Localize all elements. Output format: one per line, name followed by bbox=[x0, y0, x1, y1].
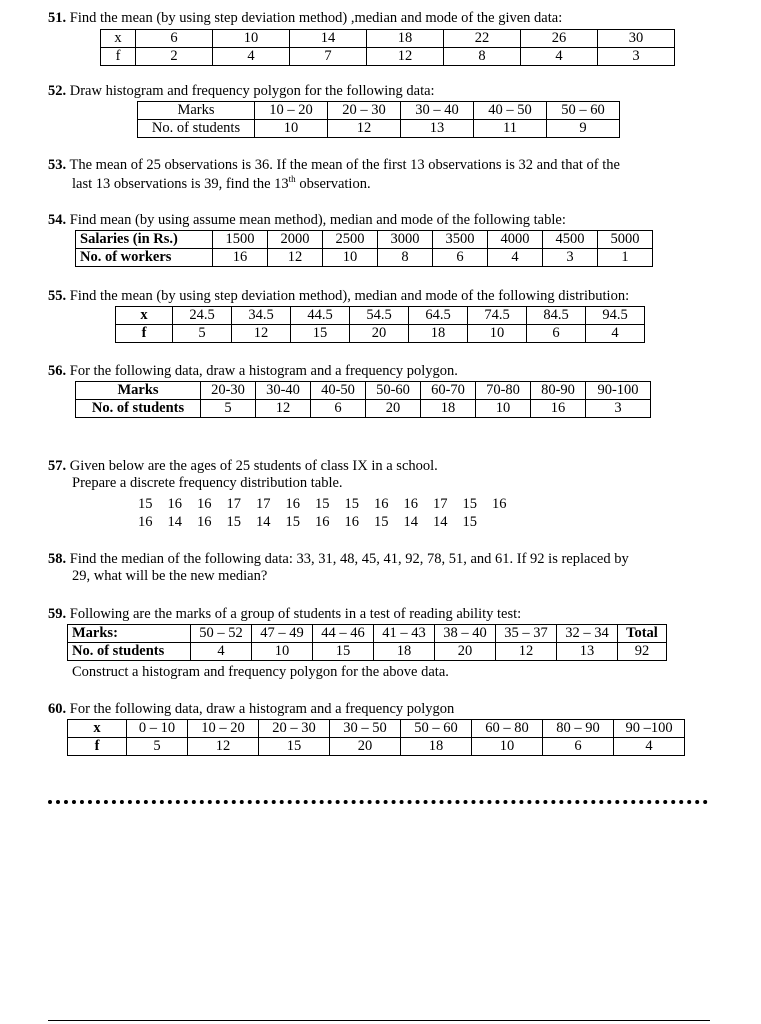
table-cell: 54.5 bbox=[350, 307, 409, 325]
table-cell: Marks bbox=[138, 102, 255, 120]
table-q52 bbox=[137, 101, 620, 138]
age-value: 16 bbox=[138, 514, 153, 530]
question-number: 53. bbox=[48, 157, 67, 173]
question-number: 56. bbox=[48, 363, 67, 379]
table-cell: 2000 bbox=[268, 231, 323, 249]
table-header-cell: Marks: bbox=[68, 625, 191, 643]
question-number: 60. bbox=[48, 701, 67, 717]
table-cell: 60-70 bbox=[421, 382, 476, 400]
table-cell: 12 bbox=[256, 400, 311, 418]
table-row bbox=[138, 102, 620, 120]
footer-rule bbox=[48, 1020, 710, 1021]
question-number: 54. bbox=[48, 212, 67, 228]
table-cell: 84.5 bbox=[527, 307, 586, 325]
question-text: Draw histogram and frequency polygon for the following data: bbox=[69, 83, 435, 99]
table-cell: 4 bbox=[586, 325, 645, 343]
age-value: 14 bbox=[167, 514, 182, 530]
question-text: For the following data, draw a histogram and a frequency polygon. bbox=[69, 363, 458, 379]
table-cell: x bbox=[101, 30, 136, 48]
table-cell: 3000 bbox=[378, 231, 433, 249]
question-text: Find the mean (by using step deviation method) ,median and mode of the given data: bbox=[69, 10, 563, 26]
table-header-cell: x bbox=[116, 307, 173, 325]
question-text: Prepare a discrete frequency distribution table. bbox=[72, 475, 343, 492]
question-number: 57. bbox=[48, 458, 67, 474]
table-cell: 10 bbox=[255, 120, 328, 138]
table-q60 bbox=[67, 719, 685, 756]
table-cell: 10 bbox=[213, 30, 290, 48]
dotted-separator bbox=[48, 800, 708, 804]
table-cell: 30 – 50 bbox=[330, 720, 401, 738]
table-cell: 20 – 30 bbox=[328, 102, 401, 120]
table-row bbox=[138, 120, 620, 138]
table-cell: 64.5 bbox=[409, 307, 468, 325]
table-row bbox=[76, 249, 653, 267]
table-header-cell: Total bbox=[618, 625, 667, 643]
table-cell: 6 bbox=[433, 249, 488, 267]
age-value: 15 bbox=[285, 514, 300, 530]
table-cell: 60 – 80 bbox=[472, 720, 543, 738]
table-cell: 10 bbox=[252, 643, 313, 661]
table-header-cell: f bbox=[68, 738, 127, 756]
table-row bbox=[101, 48, 675, 66]
table-cell: 4 bbox=[488, 249, 543, 267]
question-52 bbox=[48, 83, 711, 100]
table-cell: 20-30 bbox=[201, 382, 256, 400]
table-cell: 5 bbox=[127, 738, 188, 756]
table-q59 bbox=[67, 624, 667, 661]
table-cell: 6 bbox=[311, 400, 366, 418]
superscript: th bbox=[288, 174, 296, 185]
age-value: 16 bbox=[197, 514, 212, 530]
table-cell: 2 bbox=[136, 48, 213, 66]
table-row bbox=[68, 625, 667, 643]
question-text: observation. bbox=[295, 176, 371, 193]
table-cell: 20 bbox=[435, 643, 496, 661]
table-cell: 20 bbox=[330, 738, 401, 756]
table-cell: 30-40 bbox=[256, 382, 311, 400]
age-value: 16 bbox=[315, 514, 330, 530]
table-cell: 12 bbox=[268, 249, 323, 267]
question-text: Find mean (by using assume mean method), median and mode of the following table: bbox=[69, 212, 566, 228]
table-cell: 10 – 20 bbox=[188, 720, 259, 738]
table-cell: 94.5 bbox=[586, 307, 645, 325]
question-text: Find the mean (by using step deviation method), median and mode of the following distribution: bbox=[69, 288, 630, 304]
age-value: 16 bbox=[197, 496, 212, 512]
question-number: 51. bbox=[48, 10, 67, 26]
table-cell: 20 – 30 bbox=[259, 720, 330, 738]
age-value: 15 bbox=[344, 496, 359, 512]
table-cell: No. of students bbox=[138, 120, 255, 138]
table-cell: 14 bbox=[290, 30, 367, 48]
question-text: 29, what will be the new median? bbox=[72, 568, 268, 585]
table-cell: 40 – 50 bbox=[474, 102, 547, 120]
question-number: 58. bbox=[48, 551, 67, 567]
table-row bbox=[68, 738, 685, 756]
table-cell: 1 bbox=[598, 249, 653, 267]
age-sequence-row-2 bbox=[138, 514, 492, 531]
question-number: 59. bbox=[48, 606, 67, 622]
table-row bbox=[76, 231, 653, 249]
table-cell: 22 bbox=[444, 30, 521, 48]
table-cell: 3 bbox=[598, 48, 675, 66]
table-cell: 15 bbox=[291, 325, 350, 343]
table-cell: 92 bbox=[618, 643, 667, 661]
table-cell: 6 bbox=[543, 738, 614, 756]
table-cell: 12 bbox=[496, 643, 557, 661]
age-value: 17 bbox=[226, 496, 241, 512]
table-cell: 5 bbox=[173, 325, 232, 343]
table-cell: 8 bbox=[444, 48, 521, 66]
age-value: 16 bbox=[492, 496, 507, 512]
table-cell: 90-100 bbox=[586, 382, 651, 400]
table-cell: 16 bbox=[531, 400, 586, 418]
age-value: 15 bbox=[462, 514, 477, 530]
table-cell: 3500 bbox=[433, 231, 488, 249]
question-text: For the following data, draw a histogram and a frequency polygon bbox=[69, 701, 455, 717]
table-cell: 13 bbox=[557, 643, 618, 661]
table-cell: 12 bbox=[328, 120, 401, 138]
table-cell: 4 bbox=[521, 48, 598, 66]
table-cell: 18 bbox=[409, 325, 468, 343]
table-cell: 13 bbox=[401, 120, 474, 138]
question-53 bbox=[48, 157, 711, 194]
table-cell: 4500 bbox=[543, 231, 598, 249]
age-sequence-row-1 bbox=[138, 496, 522, 513]
table-cell: 18 bbox=[401, 738, 472, 756]
table-cell: 50 – 60 bbox=[401, 720, 472, 738]
question-number: 55. bbox=[48, 288, 67, 304]
table-header-cell: No. of workers bbox=[76, 249, 213, 267]
table-cell: 26 bbox=[521, 30, 598, 48]
table-cell: 11 bbox=[474, 120, 547, 138]
table-cell: 50 – 60 bbox=[547, 102, 620, 120]
table-cell: 18 bbox=[367, 30, 444, 48]
age-value: 16 bbox=[344, 514, 359, 530]
table-cell: 24.5 bbox=[173, 307, 232, 325]
question-60 bbox=[48, 701, 711, 718]
table-row bbox=[76, 400, 651, 418]
table-cell: 38 – 40 bbox=[435, 625, 496, 643]
table-cell: 16 bbox=[213, 249, 268, 267]
table-cell: 4 bbox=[614, 738, 685, 756]
table-header-cell: Marks bbox=[76, 382, 201, 400]
age-value: 15 bbox=[226, 514, 241, 530]
table-cell: 15 bbox=[259, 738, 330, 756]
age-value: 16 bbox=[374, 496, 389, 512]
table-q56 bbox=[75, 381, 651, 418]
table-row bbox=[101, 30, 675, 48]
table-header-cell: f bbox=[116, 325, 173, 343]
age-value: 17 bbox=[256, 496, 271, 512]
table-cell: 18 bbox=[374, 643, 435, 661]
table-cell: 15 bbox=[313, 643, 374, 661]
table-row bbox=[116, 307, 645, 325]
table-cell: 47 – 49 bbox=[252, 625, 313, 643]
table-cell: f bbox=[101, 48, 136, 66]
table-header-cell: x bbox=[68, 720, 127, 738]
table-cell: 12 bbox=[367, 48, 444, 66]
table-header-cell: No. of students bbox=[76, 400, 201, 418]
table-cell: 4 bbox=[191, 643, 252, 661]
table-cell: 4 bbox=[213, 48, 290, 66]
table-cell: 8 bbox=[378, 249, 433, 267]
table-cell: 50-60 bbox=[366, 382, 421, 400]
table-header-cell: No. of students bbox=[68, 643, 191, 661]
table-cell: 3 bbox=[543, 249, 598, 267]
question-51 bbox=[48, 10, 711, 27]
age-value: 14 bbox=[256, 514, 271, 530]
table-cell: 44.5 bbox=[291, 307, 350, 325]
age-value: 15 bbox=[315, 496, 330, 512]
age-value: 15 bbox=[462, 496, 477, 512]
age-value: 14 bbox=[433, 514, 448, 530]
question-57 bbox=[48, 458, 711, 493]
table-cell: 10 bbox=[472, 738, 543, 756]
table-cell: 6 bbox=[527, 325, 586, 343]
table-cell: 50 – 52 bbox=[191, 625, 252, 643]
question-text: last 13 observations is 39, find the 13 bbox=[72, 176, 289, 193]
age-value: 17 bbox=[433, 496, 448, 512]
age-value: 15 bbox=[374, 514, 389, 530]
question-text: Given below are the ages of 25 students of class IX in a school. bbox=[69, 458, 438, 474]
table-cell: 12 bbox=[232, 325, 291, 343]
table-cell: 40-50 bbox=[311, 382, 366, 400]
question-56 bbox=[48, 363, 711, 380]
table-cell: 30 bbox=[598, 30, 675, 48]
table-cell: 10 – 20 bbox=[255, 102, 328, 120]
table-header-cell: Salaries (in Rs.) bbox=[76, 231, 213, 249]
table-cell: 6 bbox=[136, 30, 213, 48]
table-cell: 70-80 bbox=[476, 382, 531, 400]
table-cell: 41 – 43 bbox=[374, 625, 435, 643]
question-59 bbox=[48, 606, 711, 623]
age-value: 15 bbox=[138, 496, 153, 512]
table-row bbox=[68, 643, 667, 661]
table-cell: 80 – 90 bbox=[543, 720, 614, 738]
table-cell: 80-90 bbox=[531, 382, 586, 400]
table-cell: 1500 bbox=[213, 231, 268, 249]
table-row bbox=[76, 382, 651, 400]
table-q54 bbox=[75, 230, 653, 267]
question-text: Following are the marks of a group of students in a test of reading ability test: bbox=[69, 606, 522, 622]
table-cell: 10 bbox=[468, 325, 527, 343]
question-text: The mean of 25 observations is 36. If the mean of the first 13 observations is 32 and that of the bbox=[69, 157, 620, 173]
table-cell: 10 bbox=[323, 249, 378, 267]
table-q51 bbox=[100, 29, 675, 66]
table-q55 bbox=[115, 306, 645, 343]
question-59-instruction bbox=[48, 664, 711, 681]
age-value: 16 bbox=[167, 496, 182, 512]
table-cell: 35 – 37 bbox=[496, 625, 557, 643]
table-cell: 32 – 34 bbox=[557, 625, 618, 643]
question-number: 52. bbox=[48, 83, 67, 99]
question-text: Construct a histogram and frequency polygon for the above data. bbox=[72, 664, 449, 680]
table-cell: 7 bbox=[290, 48, 367, 66]
table-cell: 20 bbox=[366, 400, 421, 418]
age-value: 16 bbox=[285, 496, 300, 512]
table-cell: 5 bbox=[201, 400, 256, 418]
table-cell: 0 – 10 bbox=[127, 720, 188, 738]
table-row bbox=[116, 325, 645, 343]
table-cell: 20 bbox=[350, 325, 409, 343]
question-58 bbox=[48, 551, 711, 586]
age-value: 16 bbox=[403, 496, 418, 512]
table-cell: 74.5 bbox=[468, 307, 527, 325]
question-54 bbox=[48, 212, 711, 229]
question-55 bbox=[48, 288, 711, 305]
table-cell: 10 bbox=[476, 400, 531, 418]
table-cell: 3 bbox=[586, 400, 651, 418]
table-cell: 34.5 bbox=[232, 307, 291, 325]
table-row bbox=[68, 720, 685, 738]
table-cell: 18 bbox=[421, 400, 476, 418]
question-text: Find the median of the following data: 33, 31, 48, 45, 41, 92, 78, 51, and 61. If 92 is replaced by bbox=[69, 551, 629, 567]
table-cell: 12 bbox=[188, 738, 259, 756]
table-cell: 90 –100 bbox=[614, 720, 685, 738]
table-cell: 4000 bbox=[488, 231, 543, 249]
table-cell: 30 – 40 bbox=[401, 102, 474, 120]
age-value: 14 bbox=[403, 514, 418, 530]
table-cell: 9 bbox=[547, 120, 620, 138]
table-cell: 44 – 46 bbox=[313, 625, 374, 643]
table-cell: 2500 bbox=[323, 231, 378, 249]
table-cell: 5000 bbox=[598, 231, 653, 249]
